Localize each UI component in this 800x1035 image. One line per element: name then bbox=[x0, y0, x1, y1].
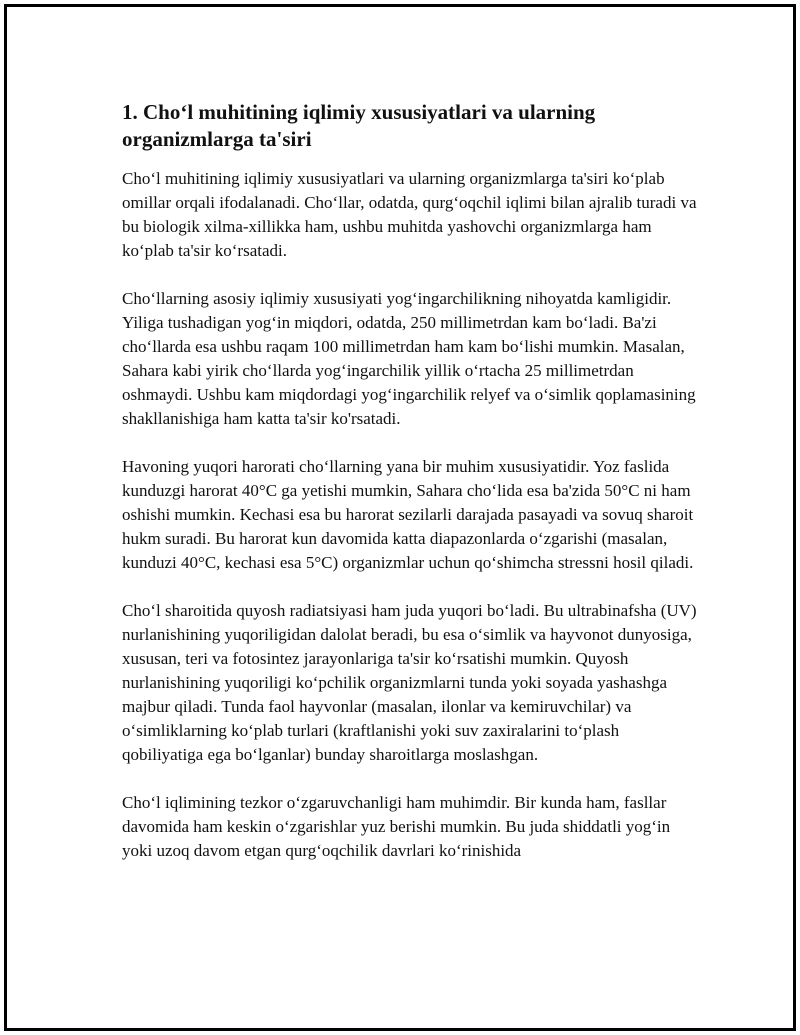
paragraph-temperature: Havoning yuqori harorati cho‘llarning yana bir muhim xususiyatidir. Yoz faslida kunduzgi harorat 40°C ga yetishi mumkin, Sahara cho‘lida esa ba'zida 50°C ni ham oshishi mumkin. Kechasi esa bu harorat sezilarli darajada pasayadi va sovuq sharoit hukm suradi. Bu harorat kun davomida katta diapazonlarda o‘zgarishi (masalan, kunduzi 40°C, kechasi esa 5°C) organizmlar uchun qo‘shimcha stressni hosil qiladi. bbox=[122, 457, 694, 572]
paragraph-precipitation: Cho‘llarning asosiy iqlimiy xususiyati yog‘ingarchilikning nihoyatda kamligidir. Yiliga tushadigan yog‘in miqdori, odatda, 250 millimetrdan kam bo‘ladi. Ba'zi cho‘llarda esa ushbu raqam 100 millimetrdan ham kam bo‘lishi mumkin. Masalan, Sahara kabi yirik cho‘llarda yog‘ingarchilik yillik o‘rtacha 25 millimetrdan oshmaydi. Ushbu kam miqdordagi yog‘ingarchilik relyef va o‘simlik qoplamasining shakllanishiga ham katta ta'sir ko'rsatadi. bbox=[122, 289, 696, 428]
paragraph-intro: Cho‘l muhitining iqlimiy xususiyatlari va ularning organizmlarga ta'siri ko‘plab omillar orqali ifodalanadi. Cho‘llar, odatda, qurg‘oqchil iqlimi bilan ajralib turadi va bu biologik xilma-xillikka ham, ushbu muhitda yashovchi organizmlarga ham ko‘plab ta'sir ko‘rsatadi. bbox=[122, 169, 697, 260]
paragraph-variability: Cho‘l iqlimining tezkor o‘zgaruvchanligi ham muhimdir. Bir kunda ham, fasllar davomida ham keskin o‘zgarishlar yuz berishi mumkin. Bu juda shiddatli yog‘in yoki uzoq davom etgan qurg‘oqchilik davrlari ko‘rinishida bbox=[122, 793, 671, 860]
paragraph-solar-radiation: Cho‘l sharoitida quyosh radiatsiyasi ham juda yuqori bo‘ladi. Bu ultrabinafsha (UV) nurlanishining yuqoriligidan dalolat beradi, bu esa o‘simlik va hayvonot dunyosiga, xususan, teri va fotosintez jarayonlariga ta'sir ko‘rsatishi mumkin. Quyosh nurlanishining yuqoriligi ko‘pchilik organizmlarni tunda yoki soyada yashashga majbur qiladi. Tunda faol hayvonlar (masalan, ilonlar va kemiruvchilar) va o‘simliklarning ko‘plab turlari (kraftlanishi yoki suv zaxiralarini to‘plash qobiliyatiga ega bo‘lganlar) bunday sharoitlarga moslashgan. bbox=[122, 601, 697, 764]
document-content bbox=[122, 99, 702, 887]
document-page bbox=[4, 4, 796, 1031]
section-heading: 1. Cho‘l muhitining iqlimiy xususiyatlari va ularning organizmlarga ta'siri bbox=[122, 100, 596, 151]
